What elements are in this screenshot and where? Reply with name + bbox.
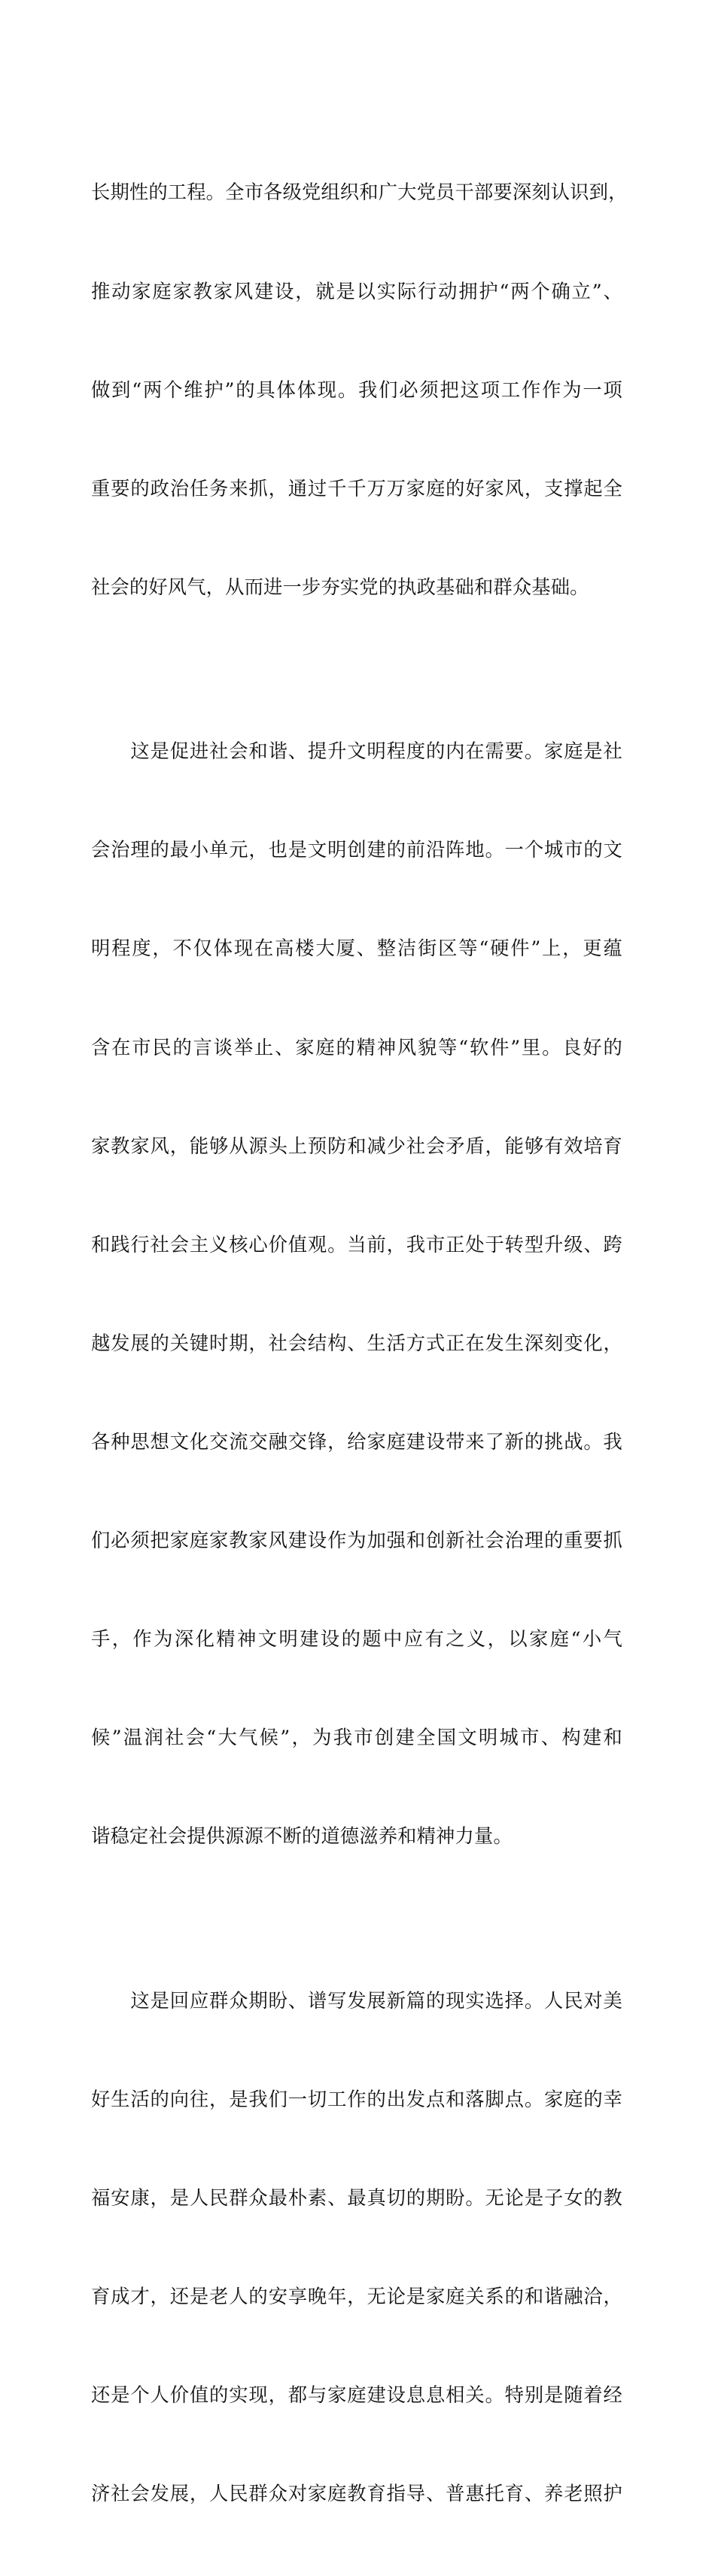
text-line: 谐稳定社会提供源源不断的道德滋养和精神力量。 xyxy=(91,1825,513,1848)
text-line: 候”温润社会“大气候”，为我市创建全国文明城市、构建和 xyxy=(91,1727,622,1749)
text-line: 好生活的向往，是我们一切工作的出发点和落脚点。家庭的幸 xyxy=(91,2088,622,2110)
text-line: 家教家风，能够从源头上预防和减少社会矛盾，能够有效培育 xyxy=(91,1135,622,1157)
paragraph-3 xyxy=(91,1918,622,2576)
text-line: 含在市民的言谈举止、家庭的精神风貌等“软件”里。良好的 xyxy=(91,1036,622,1059)
text-line: 和践行社会主义核心价值观。当前，我市正处于转型升级、跨 xyxy=(91,1233,622,1256)
paragraph-2 xyxy=(91,670,622,1919)
text-line: 各种思想文化交流交融交锋，给家庭建设带来了新的挑战。我 xyxy=(91,1430,622,1453)
text-line: 育成才，还是老人的安享晚年，无论是家庭关系的和谐融洽， xyxy=(91,2286,622,2308)
text-line: 们必须把家庭家教家风建设作为加强和创新社会治理的重要抓 xyxy=(91,1530,622,1552)
text-line: 推动家庭家教家风建设，就是以实际行动拥护“两个确立”、 xyxy=(91,280,622,302)
text-line: 福安康，是人民群众最朴素、最真切的期盼。无论是子女的教 xyxy=(91,2187,622,2209)
text-line: 会治理的最小单元，也是文明创建的前沿阵地。一个城市的文 xyxy=(91,839,622,861)
text-line: 越发展的关键时期，社会结构、生活方式正在发生深刻变化， xyxy=(91,1332,622,1354)
paragraph-1 xyxy=(91,111,628,670)
text-line: 手，作为深化精神文明建设的题中应有之义，以家庭“小气 xyxy=(91,1628,622,1651)
text-line: 长期性的工程。全市各级党组织和广大党员干部要深刻认识到， xyxy=(91,181,628,204)
text-line: 这是回应群众期盼、谱写发展新篇的现实选择。人民对美 xyxy=(91,1989,622,2012)
text-line: 还是个人价值的实现，都与家庭建设息息相关。特别是随着经 xyxy=(91,2384,622,2407)
text-line: 济社会发展，人民群众对家庭教育指导、普惠托育、养老照护 xyxy=(91,2483,622,2505)
text-line: 社会的好风气，从而进一步夯实党的执政基础和群众基础。 xyxy=(91,576,589,598)
text-line: 这是促进社会和谐、提升文明程度的内在需要。家庭是社 xyxy=(91,740,622,763)
text-line: 重要的政治任务来抓，通过千千万万家庭的好家风，支撑起全 xyxy=(91,477,622,500)
body-text xyxy=(91,111,628,2576)
text-line: 做到“两个维护”的具体体现。我们必须把这项工作作为一项 xyxy=(91,378,622,401)
text-line: 明程度，不仅体现在高楼大厦、整洁街区等“硬件”上，更蕴 xyxy=(91,937,622,960)
